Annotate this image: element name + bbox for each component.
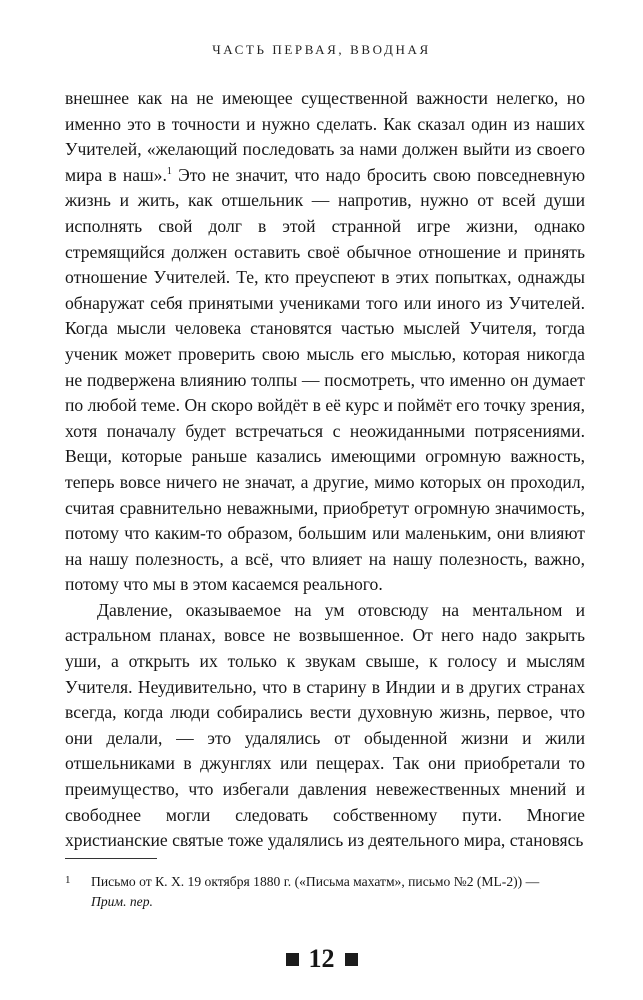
paragraph-2: Давление, оказываемое на ум отовсюду на ментальном и астральном планах, вовсе не возвышенное. От него надо закрыть уши, а открыть их только к звукам свыше, к голосу и мыслям Учителя. Неудивительно, что в старину в Индии и в других странах всегда, когда люди собирались вести духовную жизнь, первое, что они делали, — это удалялись от обыденной жизни и жили отшельниками в джунглях или пещерах. Так они приобретали то преимущество, что избегали давления невежественных мнений и свободнее могли следовать собственному пути. Многие христианские святые тоже удалялись из деятельного мира, становясь bbox=[65, 599, 585, 851]
footnote bbox=[65, 872, 585, 912]
page-number-block bbox=[0, 944, 643, 974]
paragraph-1-part-a: внешнее как на не имеющее существенной важности нелегко, но именно это в точности и нужно сделать. Как сказал один из наших Учителей, «желающий последовать за нами должен выйти из своего мира в наш». bbox=[65, 88, 585, 185]
main-text bbox=[65, 86, 585, 854]
footnote-divider bbox=[65, 858, 157, 859]
right-square-ornament-icon bbox=[345, 953, 358, 966]
footnote-text bbox=[91, 872, 585, 912]
translator-note: Прим. пер. bbox=[91, 894, 153, 909]
paragraph-1 bbox=[65, 86, 585, 598]
paragraph-1-part-b: Это не значит, что надо бросить свою повседневную жизнь и жить, как отшельник — напротив, нужно от всей души исполнять свой долг в этой странной игре жизни, однако стремящийся должен оставить своё обычное отношение и принять отношение Учителей. Те, кто преуспеют в этих попытках, однажды обнаружат себя принятыми учениками того или иного из Учителей. Когда мысли человека становятся частью мыслей Учителя, тогда ученик может проверить свою мысль его мыслью, которая никогда не подвержена влиянию толпы — посмотреть, что именно он думает по любой теме. Он скоро войдёт в её курс и поймёт его точку зрения, хотя поначалу будет встречаться с неожиданными потрясениями. Вещи, которые раньше казались имеющими огромную важность, теперь вовсе ничего не значат, а другие, мимо которых он проходил, считая сравнительно неважными, приобретут огромную значимость, потому что каким-то образом, большим или маленьким, они влияют на нашу полезность, а всё, что влияет на нашу полезность, важно, потому что мы в этом касаемся реального. bbox=[65, 164, 585, 595]
left-square-ornament-icon bbox=[286, 953, 299, 966]
running-head: ЧАСТЬ ПЕРВАЯ, ВВОДНАЯ bbox=[212, 42, 431, 57]
footnote-marker: 1 bbox=[65, 874, 71, 886]
footnote-body: Письмо от К. Х. 19 октября 1880 г. («Письма махатм», письмо №2 (ML-2)) — bbox=[91, 874, 540, 889]
page-number: 12 bbox=[308, 944, 335, 973]
footnote-reference: 1 bbox=[166, 165, 172, 177]
